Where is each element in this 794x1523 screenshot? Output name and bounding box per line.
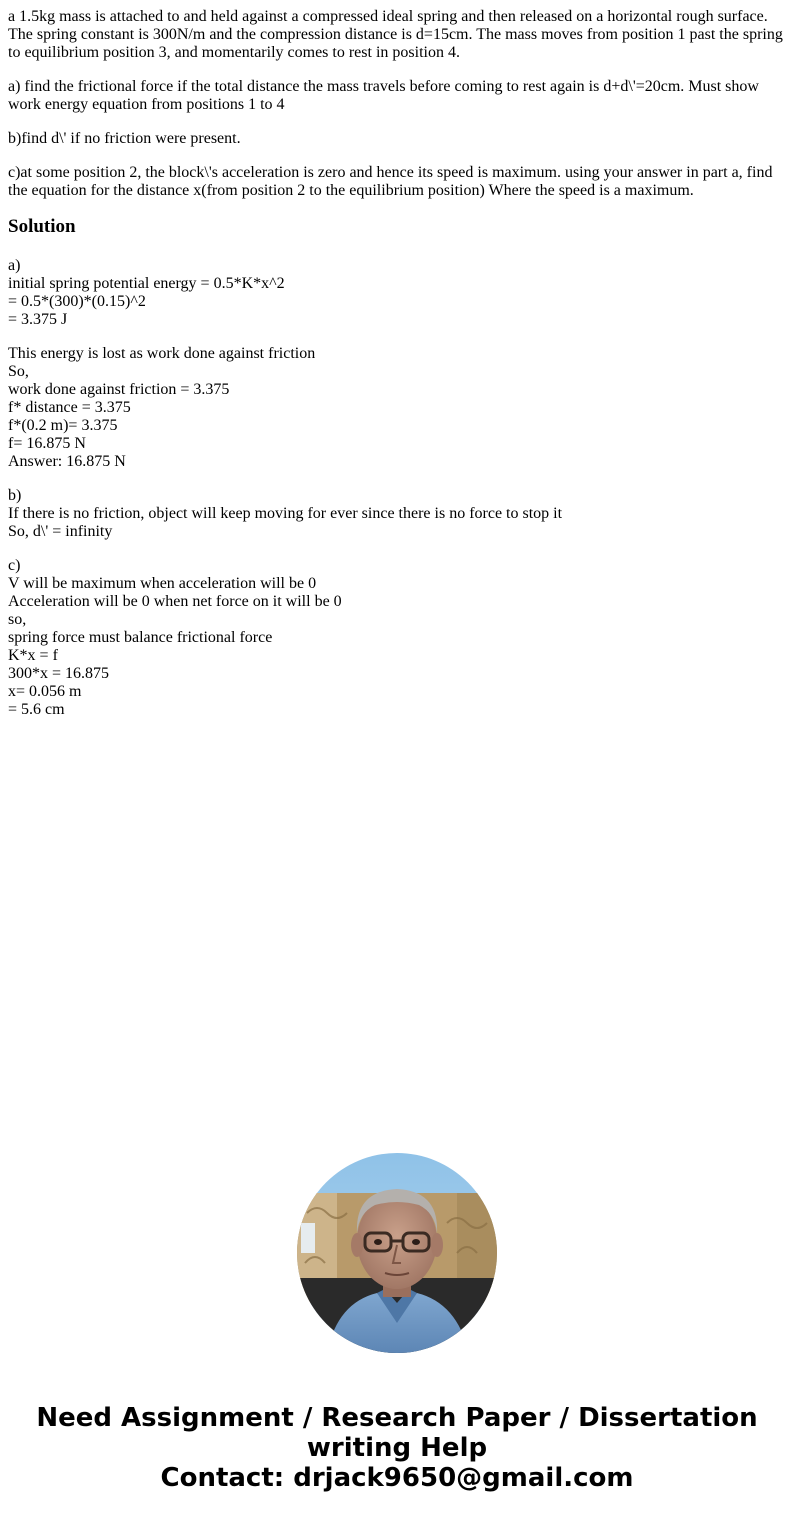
solution-line: = 0.5*(300)*(0.15)^2 bbox=[8, 293, 146, 310]
banner-line-2: writing Help bbox=[306, 1433, 488, 1463]
solution-line: f= 16.875 N bbox=[8, 435, 86, 452]
question-part-c: c)at some position 2, the block\'s acceleration is zero and hence its speed is maximum. using your answer in part a, find the equation for the distance x(from position 2 to the equilibrium position) Where the speed is a maximum. bbox=[8, 164, 773, 199]
banner-line-1: Need Assignment / Research Paper / Dissertation bbox=[36, 1403, 758, 1433]
solution-line: f*(0.2 m)= 3.375 bbox=[8, 417, 118, 434]
solution-line: so, bbox=[8, 611, 27, 628]
solution-line: c) bbox=[8, 557, 21, 574]
solution-line: = 3.375 J bbox=[8, 311, 68, 328]
solution-line: This energy is lost as work done against friction bbox=[8, 345, 316, 362]
question-part-b: b)find d\' if no friction were present. bbox=[8, 130, 241, 147]
solution-line: = 5.6 cm bbox=[8, 701, 65, 718]
solution-line: spring force must balance frictional force bbox=[8, 629, 273, 646]
solution-line: b) bbox=[8, 487, 22, 504]
solution-line: work done against friction = 3.375 bbox=[8, 381, 230, 398]
solution-line: Answer: 16.875 N bbox=[8, 453, 126, 470]
solution-a-block-2 bbox=[8, 345, 786, 471]
solution-line: V will be maximum when acceleration will be 0 bbox=[8, 575, 317, 592]
solution-line: So, bbox=[8, 363, 29, 380]
solution-line: 300*x = 16.875 bbox=[8, 665, 110, 682]
solution-line: initial spring potential energy = 0.5*K*x^2 bbox=[8, 275, 285, 292]
avatar bbox=[297, 1153, 497, 1353]
solution-line: If there is no friction, object will keep moving for ever since there is no force to stop it bbox=[8, 505, 563, 522]
contact-banner bbox=[0, 1403, 794, 1493]
solution-line: f* distance = 3.375 bbox=[8, 399, 131, 416]
solution-line: So, d\' = infinity bbox=[8, 523, 113, 540]
solution-line: x= 0.056 m bbox=[8, 683, 82, 700]
solution-c-block bbox=[8, 557, 786, 719]
document-body bbox=[8, 8, 786, 735]
solution-line: K*x = f bbox=[8, 647, 58, 664]
question-part-a: a) find the frictional force if the total distance the mass travels before coming to rest again is d+d\'=20cm. Must show work energy equation from positions 1 to 4 bbox=[8, 78, 759, 113]
solution-heading: Solution bbox=[8, 216, 76, 237]
banner-contact-email: Contact: drjack9650@gmail.com bbox=[160, 1463, 634, 1493]
solution-line: Acceleration will be 0 when net force on it will be 0 bbox=[8, 593, 342, 610]
avatar-portrait bbox=[297, 1153, 497, 1353]
question-intro: a 1.5kg mass is attached to and held against a compressed ideal spring and then released on a horizontal rough surface. The spring constant is 300N/m and the compression distance is d=15cm. The mass moves from position 1 past the spring to equilibrium position 3, and momentarily comes to rest in position 4. bbox=[8, 8, 783, 61]
solution-line: a) bbox=[8, 257, 21, 274]
solution-a-block-1 bbox=[8, 257, 786, 329]
solution-b-block bbox=[8, 487, 786, 541]
